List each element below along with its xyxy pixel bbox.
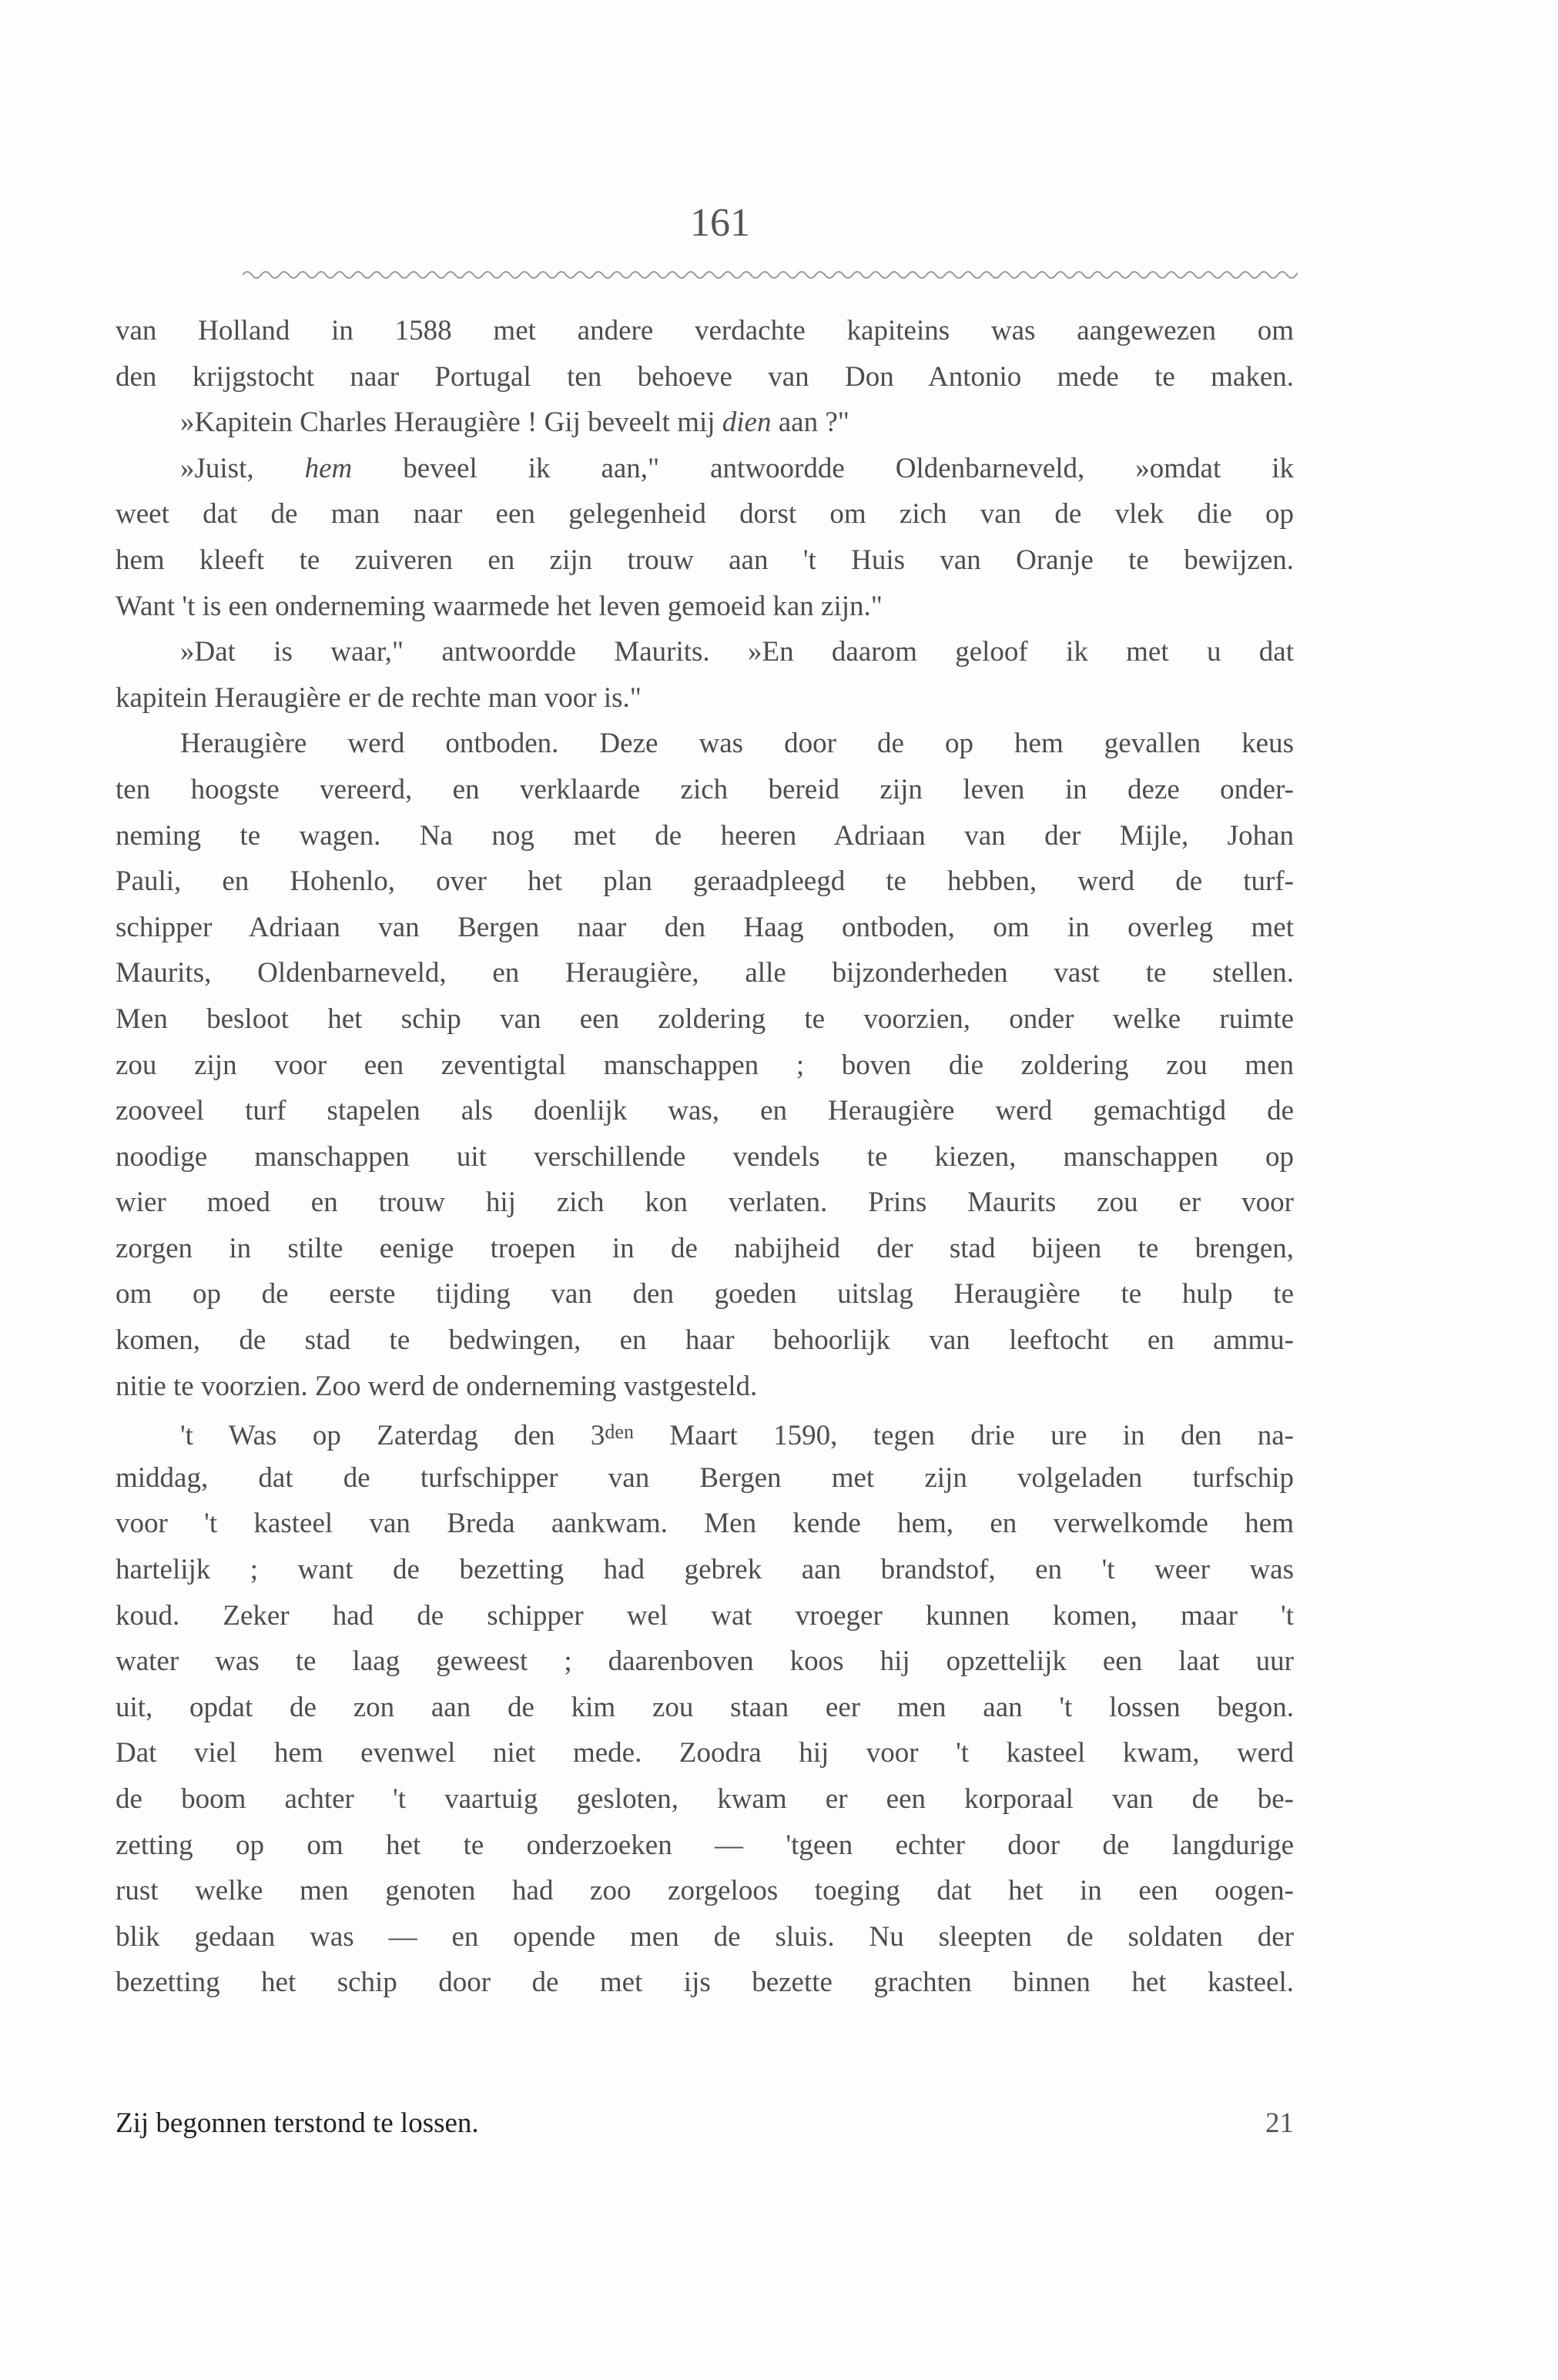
text-line: Maurits, Oldenbarneveld, en Heraugière, alle bijzonderheden vast te stellen. — [116, 957, 1294, 989]
text-line: Pauli, en Hohenlo, over het plan geraadpleegd te hebben, werd de turf- — [116, 865, 1294, 898]
text-line: Want 't is een onderneming waarmede het leven gemoeid kan zijn." — [116, 590, 883, 622]
text-line: blik gedaan was — en opende men de sluis. Nu sleepten de soldaten der — [116, 1920, 1294, 1953]
wavy-rule-ornament — [243, 266, 1298, 284]
text-line: »Juist, hem beveel ik aan," antwoordde Oldenbarneveld, »omdat ik — [180, 452, 1294, 484]
text-line: 't Was op Zaterdag den $3^{den}$ Maart 1590, tegen drie ure in den na- — [180, 1420, 1295, 1452]
text-line: wier moed en trouw hij zich kon verlaten. Prins Maurits zou er voor — [116, 1187, 1294, 1219]
text-line: schipper Adriaan van Bergen naar den Haag ontboden, om in overleg met — [116, 911, 1294, 943]
italic-word: hem — [304, 452, 353, 484]
signature-mark: 21 — [1265, 2107, 1294, 2139]
text-line: hem kleeft te zuiveren en zijn trouw aan 't Huis van Oranje te bewijzen. — [116, 544, 1294, 576]
text-line: rust welke men genoten had zoo zorgeloos toeging dat het in een oogen- — [116, 1875, 1294, 1907]
text-line: nitie te voorzien. Zoo werd de onderneming vastgesteld. — [116, 1370, 758, 1402]
text-line: den krijgstocht naar Portugal ten behoeve van Don Antonio mede te maken. — [116, 360, 1294, 393]
text-line: van Holland in 1588 met andere verdachte kapiteins was aangewezen om — [116, 315, 1294, 346]
text-line: noodige manschappen uit verschillende vendels te kiezen, manschappen op — [116, 1140, 1294, 1173]
text-line: ten hoogste vereerd, en verklaarde zich bereid zijn leven in deze onder- — [116, 773, 1294, 805]
text-line: kapitein Heraugière er de rechte man voor is." — [116, 681, 642, 714]
text-line: koud. Zeker had de schipper wel wat vroeger kunnen komen, maar 't — [116, 1599, 1294, 1632]
text-line: zorgen in stilte eenige troepen in de nabijheid der stad bijeen te brengen, — [116, 1232, 1294, 1264]
text-line: Heraugière werd ontboden. Deze was door de op hem gevallen keus — [180, 728, 1294, 760]
last-text-line: Zij begonnen terstond te lossen. — [116, 2107, 479, 2139]
text-line: komen, de stad te bedwingen, en haar behoorlijk van leeftocht en ammu- — [116, 1324, 1294, 1357]
text-line: Men besloot het schip van een zoldering te voorzien, onder welke ruimte — [116, 1003, 1294, 1035]
text-line: bezetting het schip door de met ijs bezette grachten binnen het kasteel. — [116, 1967, 1294, 1999]
body-text — [116, 308, 1294, 2006]
text-line: Dat viel hem evenwel niet mede. Zoodra hij voor 't kasteel kwam, werd — [116, 1737, 1294, 1769]
text-line: hartelijk ; want de bezetting had gebrek aan brandstof, en 't weer was — [116, 1554, 1294, 1586]
text-line: water was te laag geweest ; daarenboven koos hij opzettelijk een laat uur — [116, 1645, 1294, 1678]
text-line: zou zijn voor een zeventigtal manschappen ; boven die zoldering zou men — [116, 1049, 1294, 1081]
text-line: »Kapitein Charles Heraugière ! Gij beveelt mij dien aan ?" — [180, 407, 849, 439]
text-line: om op de eerste tijding van den goeden uitslag Heraugière te hulp te — [116, 1278, 1294, 1311]
superscript: den — [605, 1421, 634, 1444]
text-line: neming te wagen. Na nog met de heeren Adriaan van der Mijle, Johan — [116, 819, 1294, 852]
text-line: zooveel turf stapelen als doenlijk was, en Heraugière werd gemachtigd de — [116, 1095, 1294, 1127]
italic-word: dien — [722, 407, 772, 439]
text-line: de boom achter 't vaartuig gesloten, kwam er een korporaal van de be- — [116, 1783, 1294, 1815]
last-line-with-signature — [116, 2100, 1294, 2147]
page-number: 161 — [690, 201, 750, 245]
text-line: voor 't kasteel van Breda aankwam. Men kende hem, en verwelkomde hem — [116, 1508, 1294, 1540]
text-line: zetting op om het te onderzoeken — 'tgeen echter door de langdurige — [116, 1829, 1294, 1861]
text-line: »Dat is waar," antwoordde Maurits. »En daarom geloof ik met u dat — [180, 636, 1294, 668]
text-line: weet dat de man naar een gelegenheid dorst om zich van de vlek die op — [116, 498, 1294, 531]
text-line: middag, dat de turfschipper van Bergen met zijn volgeladen turfschip — [116, 1461, 1294, 1494]
text-line: uit, opdat de zon aan de kim zou staan eer men aan 't lossen begon. — [116, 1691, 1294, 1723]
